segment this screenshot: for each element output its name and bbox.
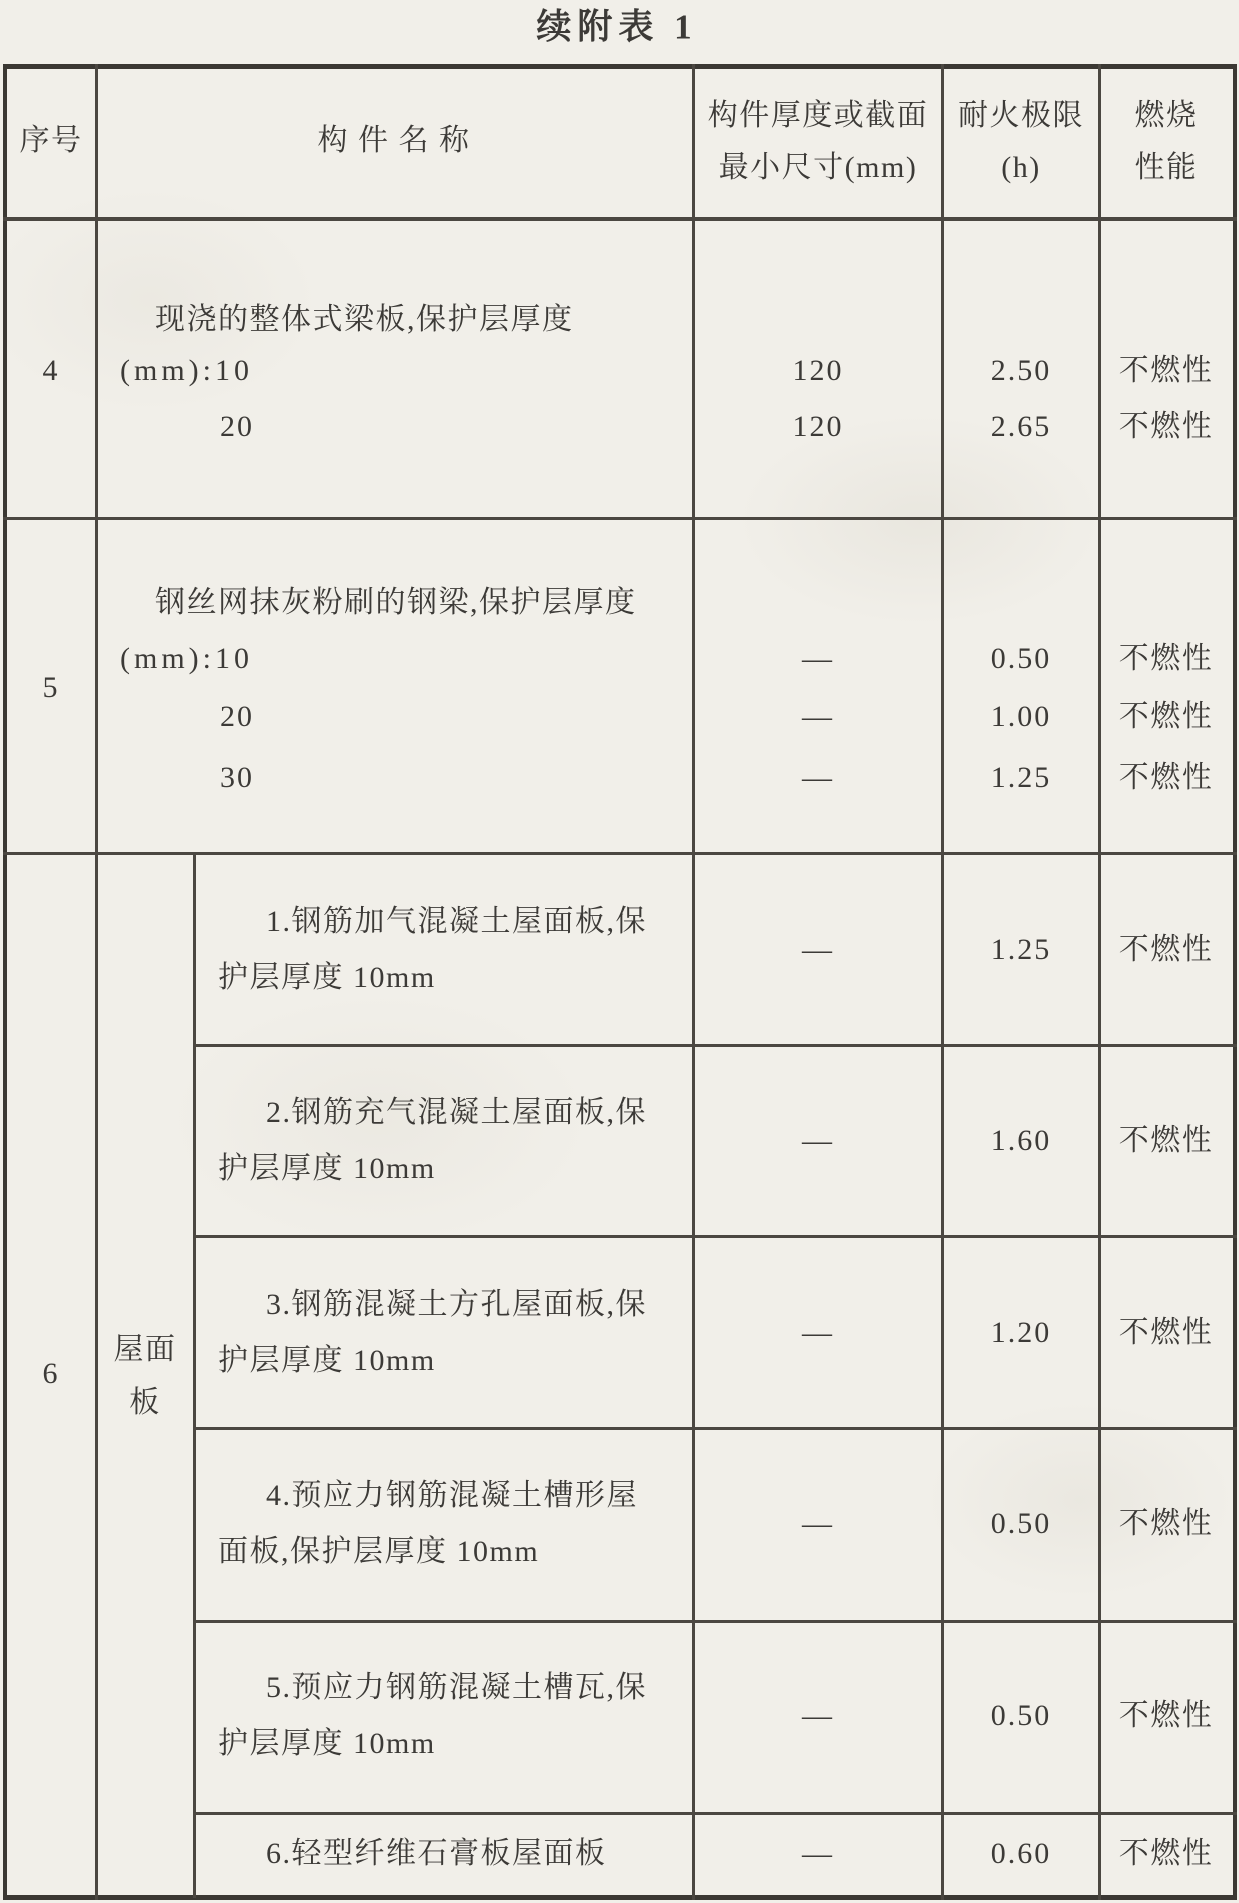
row4-entry2-thickness: 120 (792, 410, 844, 443)
subrow4-name-line1: 4.预应力钢筋混凝土槽形屋 (266, 1479, 638, 1512)
row4-name-line1: 现浇的整体式梁板,保护层厚度 (155, 303, 574, 336)
header-combustion-line1: 燃烧 (1134, 99, 1198, 132)
subrow4-thickness: — (802, 1507, 834, 1540)
subrow1-thickness: — (802, 933, 834, 966)
row6-serial: 6 (42, 1357, 58, 1390)
subrow2-name-line2: 护层厚度 10mm (218, 1152, 436, 1185)
subrow1-name-line1: 1.钢筋加气混凝土屋面板,保 (266, 905, 647, 938)
row5-entry1-thickness: — (802, 642, 834, 675)
row5-name-line1: 钢丝网抹灰粉刷的钢梁,保护层厚度 (155, 586, 637, 619)
subrow2-name-line1: 2.钢筋充气混凝土屋面板,保 (266, 1096, 647, 1129)
row4-entry1-thickness: 120 (792, 354, 844, 387)
row5-entry1-combustion: 不燃性 (1118, 642, 1214, 675)
subrow3-thickness: — (802, 1316, 834, 1349)
subrow6-fire-limit: 0.60 (990, 1837, 1052, 1870)
subrow2-fire-limit: 1.60 (990, 1124, 1052, 1157)
row5-name-line3: 20 (220, 700, 254, 733)
header-thickness-line1: 构件厚度或截面 (707, 99, 929, 132)
row5-entry1-fire-limit: 0.50 (990, 642, 1052, 675)
row5-row6-separator-line (3, 852, 1237, 855)
subrow2-thickness: — (802, 1124, 834, 1157)
row5-name-line4: 30 (220, 761, 254, 794)
column-line-serial (95, 64, 98, 1900)
subrow5-fire-limit: 0.50 (990, 1699, 1052, 1732)
header-combustion-line2: 性能 (1134, 151, 1198, 184)
subrow6-name-line1: 6.轻型纤维石膏板屋面板 (266, 1837, 607, 1870)
subrow5-thickness: — (802, 1699, 834, 1732)
table-border-bottom (3, 1895, 1237, 1900)
row4-entry2-combustion: 不燃性 (1118, 410, 1214, 443)
row4-entry2-fire-limit: 2.65 (990, 410, 1052, 443)
header-fire-limit-line1: 耐火极限 (958, 99, 1084, 132)
subrow3-name-line2: 护层厚度 10mm (218, 1344, 436, 1377)
column-line-group-label (193, 852, 196, 1898)
column-line-combustion (1098, 64, 1101, 1900)
table-border-right (1233, 64, 1237, 1900)
subrow5-name-line1: 5.预应力钢筋混凝土槽瓦,保 (266, 1671, 647, 1704)
column-line-thickness (692, 64, 695, 1900)
subrow6-combustion: 不燃性 (1118, 1837, 1214, 1870)
row4-entry1-combustion: 不燃性 (1118, 354, 1214, 387)
subrow-separator-line-2 (194, 1235, 1237, 1238)
row5-entry3-fire-limit: 1.25 (990, 761, 1052, 794)
row5-name-line2: (mm):10 (120, 642, 253, 675)
subrow3-combustion: 不燃性 (1118, 1316, 1214, 1349)
subrow-separator-line-5 (194, 1812, 1237, 1815)
row4-entry1-fire-limit: 2.50 (990, 354, 1052, 387)
row5-entry2-thickness: — (802, 700, 834, 733)
table-border-top (3, 64, 1237, 69)
subrow4-name-line2: 面板,保护层厚度 10mm (218, 1535, 540, 1568)
row5-serial: 5 (42, 671, 58, 704)
subrow4-combustion: 不燃性 (1118, 1507, 1214, 1540)
row4-serial: 4 (42, 354, 58, 387)
row5-entry3-thickness: — (802, 761, 834, 794)
row5-entry2-combustion: 不燃性 (1118, 700, 1214, 733)
subrow4-fire-limit: 0.50 (990, 1507, 1052, 1540)
subrow1-combustion: 不燃性 (1118, 933, 1214, 966)
row5-entry2-fire-limit: 1.00 (990, 700, 1052, 733)
column-line-fire-limit (941, 64, 944, 1900)
subrow-separator-line-3 (194, 1427, 1237, 1430)
subrow5-name-line2: 护层厚度 10mm (218, 1727, 436, 1760)
subrow3-name-line1: 3.钢筋混凝土方孔屋面板,保 (266, 1288, 647, 1321)
subrow-separator-line-1 (194, 1044, 1237, 1047)
header-separator-line (3, 217, 1237, 221)
table-border-left (3, 64, 7, 1900)
row4-name-line2: (mm):10 (120, 354, 253, 387)
row6-group-label-line1: 屋面 (113, 1333, 177, 1366)
row6-group-label-line2: 板 (129, 1386, 161, 1419)
row4-row5-separator-line (3, 517, 1237, 520)
subrow-separator-line-4 (194, 1620, 1237, 1623)
subrow1-name-line2: 护层厚度 10mm (218, 961, 436, 994)
subrow6-thickness: — (802, 1837, 834, 1870)
header-component-name: 构 件 名 称 (317, 124, 471, 157)
header-serial: 序号 (19, 124, 83, 157)
subrow2-combustion: 不燃性 (1118, 1124, 1214, 1157)
header-thickness-line2: 最小尺寸(mm) (718, 151, 918, 184)
subrow5-combustion: 不燃性 (1118, 1699, 1214, 1732)
subrow1-fire-limit: 1.25 (990, 933, 1052, 966)
subrow3-fire-limit: 1.20 (990, 1316, 1052, 1349)
row5-entry3-combustion: 不燃性 (1118, 761, 1214, 794)
page-title: 续附表 1 (536, 7, 698, 47)
header-fire-limit-line2: (h) (1001, 151, 1041, 184)
row4-name-line3: 20 (220, 410, 254, 443)
